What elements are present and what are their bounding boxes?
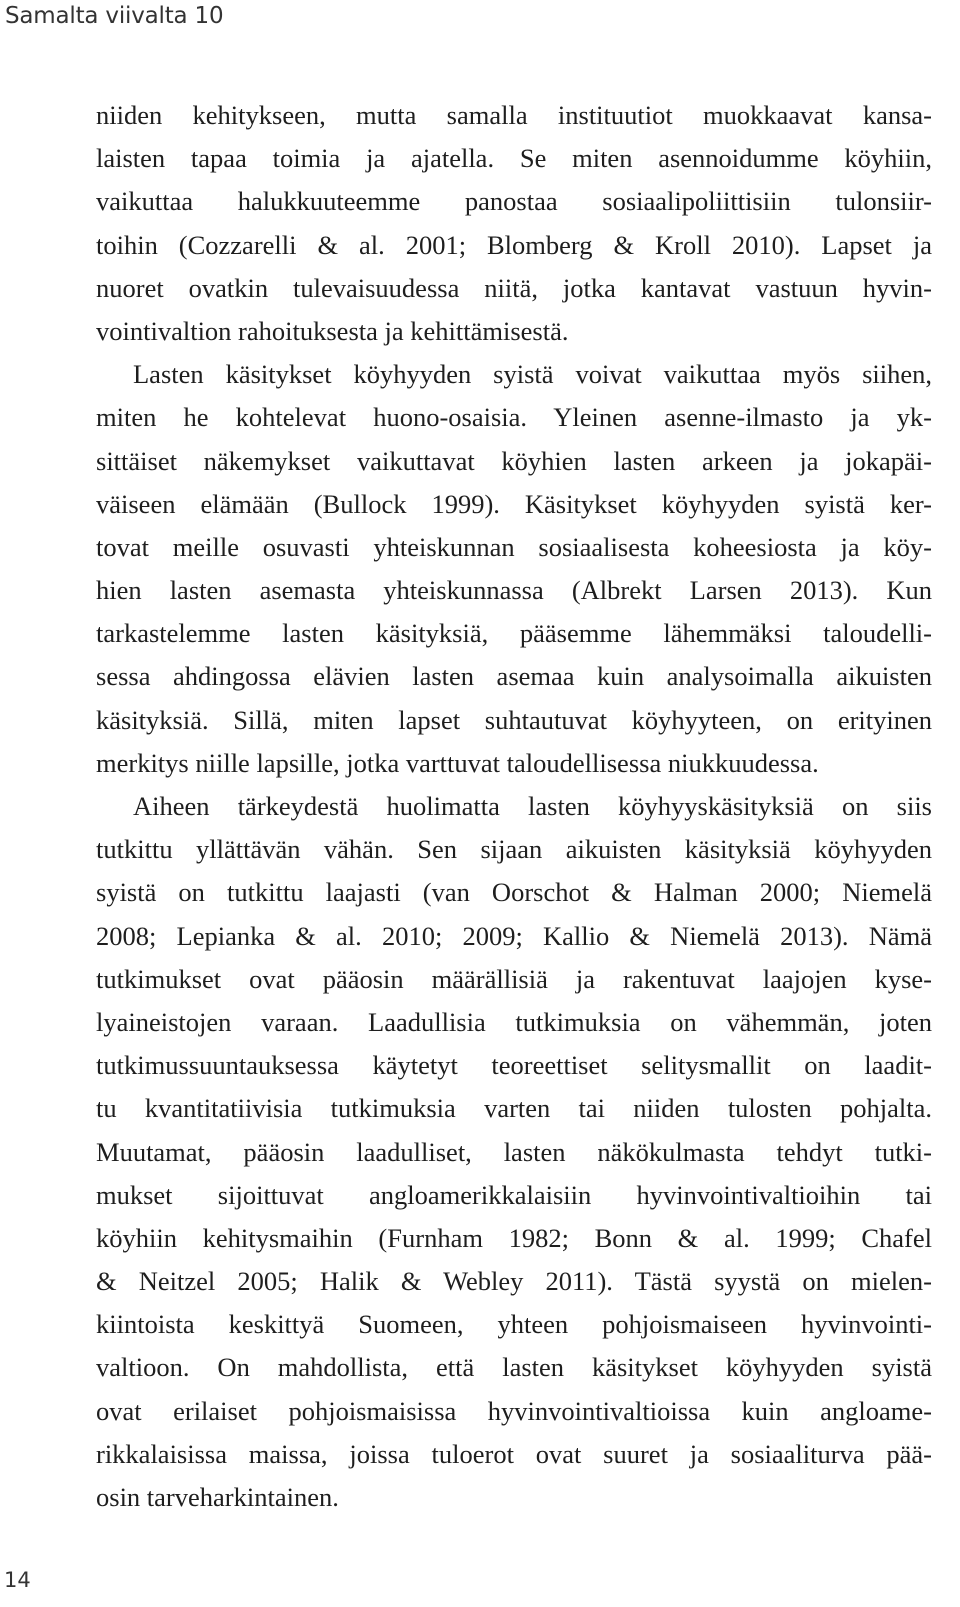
text-line: kiintoista keskittyä Suomeen, yhteen pohjoismaiseen hyvinvointi- — [96, 1309, 932, 1340]
text-line: käsityksiä. Sillä, miten lapset suhtautuvat köyhyyteen, on erityinen — [96, 704, 932, 735]
text-line: toihin (Cozzarelli & al. 2001; Blomberg & Kroll 2010). Lapset ja — [96, 229, 932, 260]
text-line: Aiheen tärkeydestä huolimatta lasten köyhyyskäsityksiä on siis — [133, 791, 932, 821]
text-line: syistä on tutkittu laajasti (van Oorschot & Halman 2000; Niemelä — [96, 877, 932, 908]
text-line: Muutamat, pääosin laadulliset, lasten näkökulmasta tehdyt tutki- — [96, 1136, 932, 1167]
text-line: tutkimukset ovat pääosin määrällisiä ja rakentuvat laajojen kyse- — [96, 963, 932, 994]
text-line: mukset sijoittuvat angloamerikkalaisiin hyvinvointivaltioihin tai — [96, 1179, 932, 1210]
text-line: rikkalaisissa maissa, joissa tuloerot ovat suuret ja sosiaaliturva pää- — [96, 1438, 932, 1469]
text-line: tu kvantitatiivisia tutkimuksia varten tai niiden tulosten pohjalta. — [96, 1093, 932, 1124]
text-line: sessa ahdingossa elävien lasten asemaa kuin analysoimalla aikuisten — [96, 661, 932, 692]
text-line: tovat meille osuvasti yhteiskunnan sosiaalisesta koheesiosta ja köy- — [96, 531, 932, 562]
text-line: niiden kehitykseen, mutta samalla instituutiot muokkaavat kansa- — [96, 100, 932, 130]
text-line: hien lasten asemasta yhteiskunnassa (Albrekt Larsen 2013). Kun — [96, 575, 932, 606]
text-line: osin tarveharkintainen. — [96, 1482, 339, 1512]
text-line: köyhiin kehitysmaihin (Furnham 1982; Bonn & al. 1999; Chafel — [96, 1222, 932, 1253]
text-line: & Neitzel 2005; Halik & Webley 2011). Tästä syystä on mielen- — [96, 1266, 932, 1297]
text-line: vaikuttaa halukkuuteemme panostaa sosiaalipoliittisiin tulonsiir- — [96, 186, 932, 217]
text-line: 2008; Lepianka & al. 2010; 2009; Kallio & Niemelä 2013). Nämä — [96, 920, 932, 951]
page-number: 14 — [4, 1568, 31, 1592]
text-line: väiseen elämään (Bullock 1999). Käsitykset köyhyyden syistä ker- — [96, 488, 932, 519]
text-line: tarkastelemme lasten käsityksiä, pääsemme lähemmäksi taloudelli- — [96, 618, 932, 649]
running-header: Samalta viivalta 10 — [5, 3, 224, 29]
text-line: miten he kohtelevat huono-osaisia. Yleinen asenne-ilmasto ja yk- — [96, 402, 932, 433]
text-line: vointivaltion rahoituksesta ja kehittämisestä. — [96, 315, 569, 346]
text-line: laisten tapaa toimia ja ajatella. Se miten asennoidumme köyhiin, — [96, 143, 932, 174]
text-line: lyaineistojen varaan. Laadullisia tutkimuksia on vähemmän, joten — [96, 1006, 932, 1037]
text-line: nuoret ovatkin tulevaisuudessa niitä, jotka kantavat vastuun hyvin- — [96, 272, 932, 303]
text-line: tutkittu yllättävän vähän. Sen sijaan aikuisten käsityksiä köyhyyden — [96, 834, 932, 865]
text-line: sittäiset näkemykset vaikuttavat köyhien lasten arkeen ja jokapäi- — [96, 445, 932, 476]
text-line: tutkimussuuntauksessa käytetyt teoreettiset selitysmallit on laadit- — [96, 1050, 932, 1081]
text-line: Lasten käsitykset köyhyyden syistä voivat vaikuttaa myös siihen, — [133, 359, 932, 390]
text-line: valtioon. On mahdollista, että lasten käsitykset köyhyyden syistä — [96, 1352, 932, 1383]
text-line: merkitys niille lapsille, jotka varttuvat taloudellisessa niukkuudessa. — [96, 747, 819, 778]
body-text — [96, 94, 932, 1519]
text-line: ovat erilaiset pohjoismaisissa hyvinvointivaltioissa kuin angloame- — [96, 1395, 932, 1426]
